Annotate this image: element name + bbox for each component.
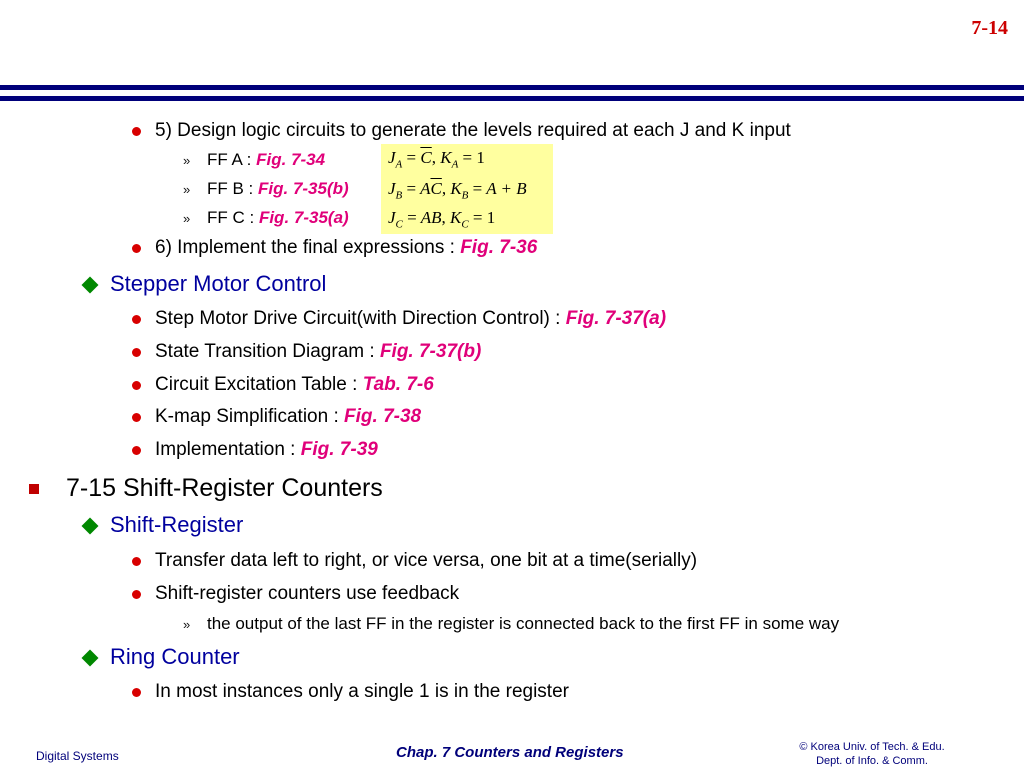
section-title: 7-15 Shift-Register Counters [66, 474, 383, 502]
footer-copyright-line2: Dept. of Info. & Comm. [816, 755, 928, 767]
stepper-item: State Transition Diagram : Fig. 7-37(b) [155, 341, 482, 362]
raquo-icon: » [183, 211, 191, 226]
ffa-line [207, 150, 325, 170]
footer-chapter: Chap. 7 Counters and Registers [396, 744, 624, 761]
stepper-item: Step Motor Drive Circuit(with Direction Control) : Fig. 7-37(a) [155, 308, 667, 329]
equation-ffc: $J_C$ = AB, $K_C = 1$ [388, 208, 496, 231]
step6-line [155, 237, 537, 259]
stepper-item: K-map Simplification : Fig. 7-38 [155, 406, 422, 427]
shift-register-heading: Shift-Register [110, 512, 244, 537]
ffc-line [207, 208, 349, 228]
bullet-dot-icon [132, 315, 141, 324]
diamond-bullet-icon [82, 518, 99, 535]
bullet-dot-icon [132, 244, 141, 253]
bullet-dot-icon [132, 590, 141, 599]
raquo-icon: » [183, 182, 191, 197]
page-number: 7-14 [971, 17, 1008, 39]
bullet-dot-icon [132, 381, 141, 390]
equation-ffb: $J_B = A\overline{C}$, $K_B = A + B$ [388, 179, 527, 202]
ffb-line [207, 179, 349, 199]
ring-item: In most instances only a single 1 is in the register [155, 681, 569, 702]
stepper-heading: Stepper Motor Control [110, 271, 327, 296]
shift-item: Transfer data left to right, or vice versa, one bit at a time(serially) [155, 550, 698, 571]
ffb-label: FF B : [207, 179, 258, 198]
ffa-label: FF A : [207, 150, 257, 169]
header-rule-thick [0, 85, 1024, 90]
ffc-label: FF C : [207, 208, 259, 227]
step6-label: 6) Implement the final expressions : [155, 237, 461, 258]
bullet-dot-icon [132, 348, 141, 357]
footer-course: Digital Systems [36, 749, 119, 763]
bullet-dot-icon [132, 127, 141, 136]
ffa-ref: Fig. 7-34 [256, 150, 326, 169]
ffb-ref: Fig. 7-35(b) [258, 179, 349, 198]
diamond-bullet-icon [82, 650, 99, 667]
footer-copyright-line1: © Korea Univ. of Tech. & Edu. [799, 741, 945, 753]
square-bullet-icon [29, 484, 39, 494]
step6-ref: Fig. 7-36 [460, 237, 538, 258]
ring-counter-heading: Ring Counter [110, 644, 240, 669]
stepper-item: Implementation : Fig. 7-39 [155, 439, 378, 460]
equation-box [381, 144, 553, 234]
ffc-ref: Fig. 7-35(a) [258, 208, 349, 227]
bullet-dot-icon [132, 413, 141, 422]
shift-subitem: the output of the last FF in the register is connected back to the first FF in some way [207, 614, 840, 633]
bullet-dot-icon [132, 557, 141, 566]
diamond-bullet-icon [82, 277, 99, 294]
shift-item: Shift-register counters use feedback [155, 583, 460, 604]
header-rule-thin [0, 96, 1024, 101]
step5-text: 5) Design logic circuits to generate the levels required at each J and K input [155, 120, 791, 141]
equation-ffa: $J_A = \overline{C}$, $K_A = 1$ [388, 148, 485, 171]
stepper-item: Circuit Excitation Table : Tab. 7-6 [155, 374, 434, 395]
bullet-dot-icon [132, 688, 141, 697]
bullet-dot-icon [132, 446, 141, 455]
raquo-icon: » [183, 617, 191, 632]
raquo-icon: » [183, 153, 191, 168]
footer-copyright [782, 740, 962, 768]
